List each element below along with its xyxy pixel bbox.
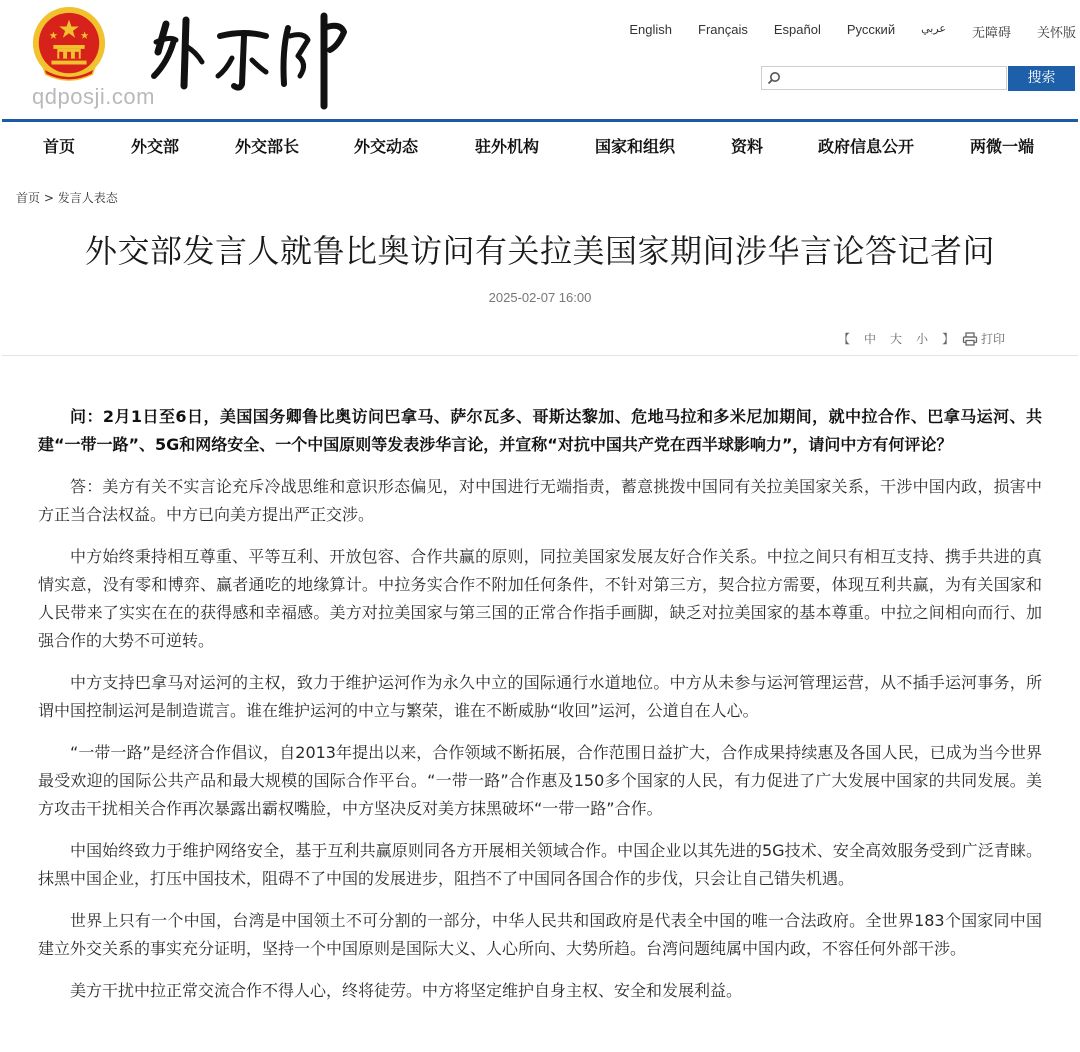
nav-item-social[interactable]: 两微一端 [970, 137, 1035, 156]
language-bar [603, 22, 1076, 41]
body-paragraph: 美方干扰中拉正常交流合作不得人心，终将徒劳。中方将坚定维护自身主权、安全和发展利益。 [70, 981, 743, 1000]
main-nav [0, 122, 1080, 166]
printer-icon [962, 332, 978, 346]
font-size-medium-button[interactable]: 中 [864, 332, 877, 346]
care-mode-link[interactable]: 关怀版 [1036, 25, 1076, 40]
lang-spanish[interactable]: Español [773, 22, 821, 37]
search-box [761, 66, 1007, 90]
search-button[interactable]: 搜索 [1008, 66, 1075, 91]
answer-paragraph: 答：美方有关不实言论充斥冷战思维和意识形态偏见，对中国进行无端指责，蓄意挑拨中国同有关拉美国家关系，干涉中国内政，损害中方正当合法权益。中方已向美方提出严正交涉。 [38, 477, 1042, 524]
body-paragraph: “一带一路”是经济合作倡议，自2013年提出以来，合作领域不断拓展，合作范围日益扩大，合作成果持续惠及各国人民，已成为当今世界最受欢迎的国际公共产品和最大规模的国际合作平台。“一带一路”合作惠及150多个国家的人民，有力促进了广大发展中国家的共同发展。美方攻击干扰相关合作再次暴露出霸权嘴脸，中方坚决反对美方抹黑破坏“一带一路”合作。 [38, 743, 1042, 818]
breadcrumb-section[interactable]: 发言人表态 [57, 191, 118, 205]
search-icon [766, 70, 782, 86]
article-body [38, 403, 1042, 1019]
national-emblem-icon[interactable] [30, 6, 108, 84]
font-tools-close-bracket: 】 [942, 332, 955, 346]
lang-russian[interactable]: Русский [846, 22, 896, 37]
nav-item-minister[interactable]: 外交部长 [235, 137, 300, 156]
nav-item-gov-info[interactable]: 政府信息公开 [818, 137, 915, 156]
breadcrumb [16, 189, 118, 206]
body-paragraph: 中方支持巴拿马对运河的主权，致力于维护运河作为永久中立的国际通行水道地位。中方从未参与运河管理运营，从不插手运河事务，所谓中国控制运河是制造谎言。谁在维护运河的中立与繁荣，谁在不断威胁“收回”运河，公道自在人心。 [38, 673, 1042, 720]
nav-item-home[interactable]: 首页 [43, 137, 76, 156]
lang-french[interactable]: Français [698, 22, 748, 37]
page-title: 外交部发言人就鲁比奥访问有关拉美国家期间涉华言论答记者问 [84, 232, 995, 270]
body-paragraph: 中国始终致力于维护网络安全，基于互利共赢原则同各方开展相关领域合作。中国企业以其先进的5G技术、安全高效服务受到广泛青睐。抹黑中国企业，打压中国技术，阻碍不了中国的发展进步，阻挡不了中国同各国合作的步伐，只会让自己错失机遇。 [38, 841, 1042, 888]
nav-item-news[interactable]: 外交动态 [354, 137, 419, 156]
search-input[interactable] [786, 69, 1002, 87]
print-button[interactable] [962, 330, 1005, 347]
question-paragraph: 问：2月1日至6日，美国国务卿鲁比奥访问巴拿马、萨尔瓦多、哥斯达黎加、危地马拉和多米尼加期间，就中拉合作、巴拿马运河、共建“一带一路”、5G和网络安全、一个中国原则等发表涉华言论，并宣称“对抗中国共产党在西半球影响力”，请问中方有何评论？ [38, 407, 1042, 454]
font-size-tools [838, 330, 954, 347]
font-size-small-button[interactable]: 小 [916, 332, 929, 346]
site-header [0, 0, 1080, 118]
font-tools-open-bracket: 【 [838, 332, 851, 346]
breadcrumb-home[interactable]: 首页 [16, 191, 41, 205]
nav-item-countries[interactable]: 国家和组织 [595, 137, 676, 156]
breadcrumb-separator: > [40, 191, 58, 205]
publish-date: 2025-02-07 16:00 [488, 290, 592, 305]
accessibility-link[interactable]: 无障碍 [971, 25, 1011, 40]
nav-item-missions[interactable]: 驻外机构 [475, 137, 540, 156]
font-size-large-button[interactable]: 大 [890, 332, 903, 346]
nav-item-resources[interactable]: 资料 [731, 137, 764, 156]
body-paragraph: 中方始终秉持相互尊重、平等互利、开放包容、合作共赢的原则，同拉美国家发展友好合作关系。中拉之间只有相互支持、携手共进的真情实意，没有零和博弈、赢者通吃的地缘算计。中拉务实合作不附加任何条件，不针对第三方，契合拉方需要，体现互利共赢，为有关国家和人民带来了实实在在的获得感和幸福感。美方对拉美国家与第三国的正常合作指手画脚，缺乏对拉美国家的基本尊重。中拉之间相向而行、加强合作的大势不可逆转。 [38, 547, 1042, 650]
calligraphy-logo[interactable] [148, 6, 358, 110]
lang-arabic[interactable]: عربي [921, 23, 946, 35]
body-paragraph: 世界上只有一个中国，台湾是中国领土不可分割的一部分，中华人民共和国政府是代表全中国的唯一合法政府。全世界183个国家同中国建立外交关系的事实充分证明，坚持一个中国原则是国际大义、人心所向、大势所趋。台湾问题纯属中国内政，不容任何外部干涉。 [38, 911, 1042, 958]
nav-item-ministry[interactable]: 外交部 [131, 137, 180, 156]
site-watermark: qdposji.com [32, 84, 155, 109]
print-label: 打印 [981, 332, 1006, 346]
lang-english[interactable]: English [629, 22, 672, 37]
header-divider [2, 355, 1078, 356]
